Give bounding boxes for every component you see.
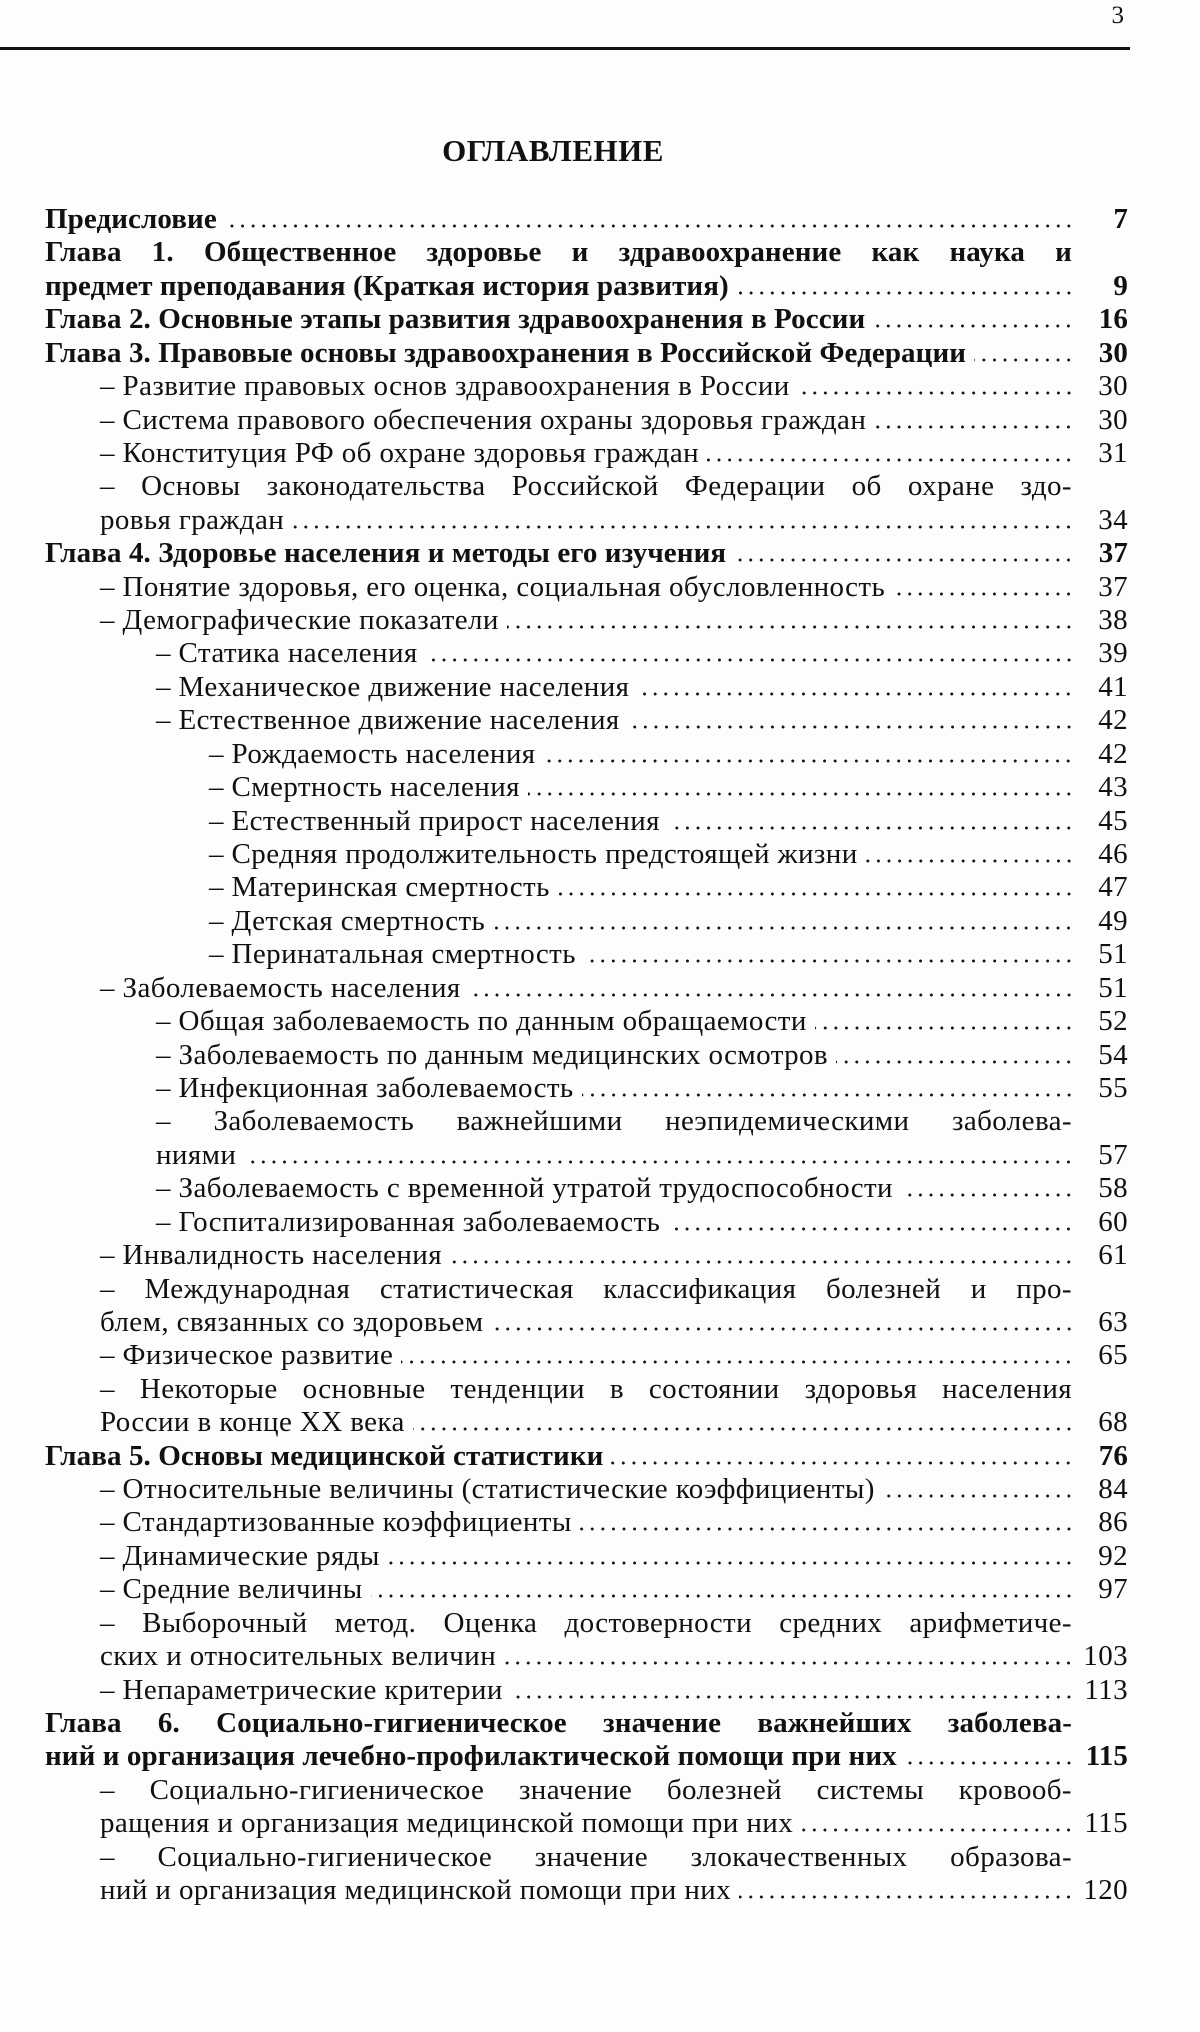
toc-line-text: – Госпитализированная заболеваемость (156, 1205, 661, 1238)
toc-line (45, 905, 1128, 938)
toc-section (45, 1506, 1128, 1539)
toc-line (45, 1239, 1128, 1272)
dot-leader (637, 692, 1074, 696)
toc-subentries (45, 1473, 1128, 1707)
toc-chapter (45, 1707, 1128, 1908)
toc-line-text: – Инфекционная заболеваемость (156, 1071, 574, 1104)
toc-chapter (45, 537, 1128, 1439)
toc-line-text: – Инвалидность населения (100, 1239, 442, 1272)
toc-chapter (45, 303, 1128, 336)
dot-leader (504, 1661, 1074, 1665)
toc-line (45, 203, 1128, 236)
dot-leader (543, 759, 1074, 763)
toc-page-number: 60 (1098, 1205, 1128, 1238)
toc-subsection (45, 1005, 1128, 1038)
toc-line-text: Предисловие (45, 203, 217, 235)
toc-line (45, 938, 1128, 971)
dot-leader (388, 1561, 1074, 1565)
toc-line (45, 604, 1128, 637)
toc-page-number: 16 (1098, 303, 1128, 336)
toc-line-text: – Развитие правовых основ здравоохранения в России (100, 370, 790, 403)
toc-page-number: 86 (1098, 1506, 1128, 1539)
toc-line-text: – Средняя продолжительность предстоящей жизни (209, 838, 858, 871)
dot-leader (901, 1193, 1074, 1197)
toc-line-text: предмет преподавания (Краткая история развития) (45, 269, 729, 302)
toc-section (45, 1239, 1128, 1272)
dot-leader (580, 1527, 1074, 1531)
toc-page-number: 92 (1098, 1539, 1128, 1572)
toc-subsubsection (45, 805, 1128, 838)
toc-page-number: 41 (1098, 670, 1128, 703)
toc-line (45, 470, 1128, 503)
toc-line (45, 671, 1128, 704)
dot-leader (798, 391, 1074, 395)
toc-line-text: Глава 3. Правовые основы здравоохранения в Российской Федерации (45, 336, 967, 369)
toc-line (45, 1506, 1128, 1539)
toc-line-text: – Конституция РФ об охране здоровья граждан (100, 436, 700, 469)
toc-page-number: 45 (1098, 804, 1128, 837)
toc-section (45, 370, 1128, 403)
toc-subentries (45, 1005, 1128, 1239)
toc-line-text: – Заболеваемость населения (100, 971, 461, 1004)
toc-line-text: – Материнская смертность (209, 871, 550, 904)
dot-leader (815, 1026, 1074, 1030)
toc-chapter (45, 236, 1128, 303)
toc-line-text: – Понятие здоровья, его оценка, социальная обусловленность (100, 570, 886, 603)
toc-line-text: блем, связанных со здоровьем (100, 1305, 484, 1338)
toc-page-number: 61 (1098, 1239, 1128, 1272)
toc-line (45, 704, 1128, 737)
toc-subsection (45, 1072, 1128, 1105)
toc-line (45, 437, 1128, 470)
toc-subsection (45, 671, 1128, 704)
toc-line-text: ний и организация медицинской помощи при них (100, 1874, 732, 1907)
dot-leader (582, 1093, 1074, 1097)
toc-page-number: 51 (1098, 938, 1128, 971)
toc-line (45, 1640, 1128, 1673)
toc-line-text: – Некоторые основные тенденции в состоянии здоровья населения (100, 1372, 1072, 1405)
toc-section (45, 604, 1128, 972)
dot-leader (801, 1828, 1074, 1832)
dot-leader (893, 592, 1074, 596)
toc-page-number: 55 (1098, 1071, 1128, 1104)
toc-title: ОГЛАВЛЕНИЕ (442, 133, 664, 168)
toc-line (45, 805, 1128, 838)
toc-page-number: 31 (1098, 436, 1128, 469)
toc-subentries (45, 1774, 1128, 1908)
page-number: 3 (1111, 2, 1124, 29)
toc-line-text: – Перинатальная смертность (209, 938, 576, 971)
toc-page-number: 63 (1098, 1305, 1128, 1338)
dot-leader (225, 224, 1074, 228)
dot-leader (507, 625, 1074, 629)
toc-page-number: 30 (1098, 370, 1128, 403)
dot-leader (413, 1427, 1074, 1431)
toc-page-number: 43 (1098, 771, 1128, 804)
toc-page-number: 115 (1085, 1740, 1128, 1773)
dot-leader (426, 658, 1074, 662)
toc-line (45, 1072, 1128, 1105)
toc-line (45, 1172, 1128, 1205)
toc-page-number: 7 (1113, 203, 1128, 235)
toc-page-number: 42 (1098, 737, 1128, 770)
toc-line-text: ний и организация лечебно-профилактической помощи при них (45, 1740, 897, 1773)
toc-line (45, 404, 1128, 437)
dot-leader (883, 1494, 1074, 1498)
dot-leader (493, 926, 1074, 930)
toc-chapter (45, 337, 1128, 538)
dot-leader (244, 1160, 1074, 1164)
toc-line (45, 1339, 1128, 1372)
toc-subsection (45, 1172, 1128, 1205)
toc-subsection (45, 1105, 1128, 1172)
toc-section (45, 1774, 1128, 1841)
toc-line (45, 1740, 1128, 1773)
toc-line-text: – Средние величины (100, 1573, 363, 1606)
toc-page-number: 54 (1098, 1038, 1128, 1071)
dot-leader (905, 1761, 1074, 1765)
toc-page-number: 76 (1098, 1439, 1128, 1472)
toc-line-text: – Детская смертность (209, 904, 486, 937)
toc-page-number: 34 (1098, 503, 1128, 536)
toc-line-text: Глава 5. Основы медицинской статистики (45, 1439, 604, 1472)
toc-line (45, 1607, 1128, 1640)
toc-page-number: 68 (1098, 1406, 1128, 1439)
toc-line (45, 236, 1128, 269)
toc-line (45, 571, 1128, 604)
toc-line (45, 1139, 1128, 1172)
dot-leader (836, 1060, 1074, 1064)
toc-page-number: 49 (1098, 904, 1128, 937)
toc-line (45, 1774, 1128, 1807)
toc-page-number: 47 (1098, 871, 1128, 904)
toc-line-text: Глава 6. Социально-гигиеническое значение важнейших заболева- (45, 1706, 1072, 1739)
dot-leader (584, 959, 1074, 963)
toc-line-text: – Относительные величины (статистические коэффициенты) (100, 1473, 875, 1506)
toc-line-text: – Выборочный метод. Оценка достоверности средних арифметиче- (100, 1606, 1072, 1639)
toc-section (45, 470, 1128, 537)
toc-page-number: 113 (1084, 1673, 1128, 1706)
toc-line (45, 504, 1128, 537)
dot-leader (371, 1594, 1074, 1598)
toc-line (45, 1406, 1128, 1439)
toc-line-text: – Смертность населения (209, 771, 520, 804)
toc-page-number: 37 (1098, 570, 1128, 603)
toc-page-number: 30 (1098, 336, 1128, 369)
dot-leader (401, 1360, 1074, 1364)
toc-line (45, 1573, 1128, 1606)
toc-line-text: – Заболеваемость важнейшими неэпидемическими заболева- (156, 1105, 1072, 1138)
toc-line-text: – Статика населения (156, 637, 418, 670)
toc-line (45, 1841, 1128, 1874)
toc-line (45, 637, 1128, 670)
toc-line-text: ниями (156, 1138, 237, 1171)
toc-page-number: 46 (1098, 838, 1128, 871)
toc-section (45, 404, 1128, 437)
dot-leader (668, 1227, 1074, 1231)
toc-subentries (45, 738, 1128, 972)
toc-section (45, 571, 1128, 604)
toc-line (45, 838, 1128, 871)
toc-subsection (45, 704, 1128, 971)
dot-leader (866, 859, 1074, 863)
dot-leader (450, 1260, 1074, 1264)
dot-leader (628, 725, 1074, 729)
toc-section (45, 1473, 1128, 1506)
dot-leader (874, 425, 1074, 429)
toc-line (45, 871, 1128, 904)
toc-line (45, 1105, 1128, 1138)
toc-line-text: – Естественный прирост населения (209, 804, 660, 837)
toc-section (45, 1273, 1128, 1340)
toc-line (45, 1206, 1128, 1239)
toc-subsubsection (45, 738, 1128, 771)
toc-subsubsection (45, 771, 1128, 804)
toc-line (45, 337, 1128, 370)
toc-line-text: – Стандартизованные коэффициенты (100, 1506, 572, 1539)
toc-line-text: – Механическое движение населения (156, 670, 630, 703)
toc-page-number: 65 (1098, 1339, 1128, 1372)
toc-page-number: 97 (1098, 1573, 1128, 1606)
toc-line-text: Глава 2. Основные этапы развития здравоохранения в России (45, 303, 866, 336)
toc-subentries (45, 571, 1128, 1440)
table-of-contents (45, 203, 1128, 1908)
toc-section (45, 437, 1128, 470)
toc-page-number: 115 (1084, 1807, 1128, 1840)
toc-line-text: – Социально-гигиеническое значение болезней системы кровооб- (100, 1773, 1072, 1806)
toc-page-number: 120 (1083, 1874, 1128, 1907)
toc-line-text: – Демографические показатели (100, 604, 499, 637)
toc-subsubsection (45, 905, 1128, 938)
dot-leader (707, 458, 1074, 462)
toc-line (45, 537, 1128, 570)
dot-leader (292, 525, 1074, 529)
toc-line-text: – Заболеваемость с временной утратой трудоспособности (156, 1172, 893, 1205)
toc-line (45, 771, 1128, 804)
toc-section (45, 1540, 1128, 1573)
dot-leader (511, 1695, 1074, 1699)
toc-line-text: России в конце XX века (100, 1406, 405, 1439)
toc-line (45, 1440, 1128, 1473)
toc-page-number: 58 (1098, 1172, 1128, 1205)
toc-chapter (45, 203, 1128, 236)
toc-line-text: – Система правового обеспечения охраны здоровья граждан (100, 403, 867, 436)
toc-subsubsection (45, 938, 1128, 971)
toc-line (45, 1874, 1128, 1907)
dot-leader (469, 993, 1074, 997)
toc-section (45, 1674, 1128, 1707)
toc-line (45, 270, 1128, 303)
dot-leader (558, 892, 1074, 896)
toc-section (45, 1339, 1128, 1372)
toc-line-text: – Физическое развитие (100, 1339, 394, 1372)
toc-subentries (45, 637, 1128, 971)
toc-section (45, 972, 1128, 1239)
toc-line-text: ровья граждан (100, 503, 285, 536)
toc-line-text: – Заболеваемость по данным медицинских осмотров (156, 1038, 829, 1071)
dot-leader (528, 792, 1074, 796)
toc-page-number: 42 (1098, 704, 1128, 737)
toc-line-text: – Рождаемость населения (209, 737, 536, 770)
dot-leader (611, 1461, 1074, 1465)
toc-line (45, 370, 1128, 403)
toc-line-text: – Основы законодательства Российской Федерации об охране здо- (100, 470, 1072, 503)
dot-leader (734, 558, 1074, 562)
toc-line-text: Глава 1. Общественное здоровье и здравоохранение как наука и (45, 236, 1072, 269)
toc-line (45, 1707, 1128, 1740)
toc-line (45, 738, 1128, 771)
toc-page-number: 39 (1098, 637, 1128, 670)
header-rule (0, 47, 1130, 50)
toc-subsection (45, 637, 1128, 670)
toc-line (45, 1005, 1128, 1038)
toc-line-text: ских и относительных величин (100, 1640, 497, 1673)
toc-line (45, 1273, 1128, 1306)
toc-section (45, 1841, 1128, 1908)
toc-subsection (45, 1039, 1128, 1072)
toc-page-number: 30 (1098, 403, 1128, 436)
toc-page-number: 9 (1113, 269, 1128, 302)
toc-subsection (45, 1206, 1128, 1239)
toc-section (45, 1573, 1128, 1606)
toc-line (45, 1807, 1128, 1840)
toc-line-text: – Естественное движение населения (156, 704, 620, 737)
toc-section (45, 1373, 1128, 1440)
toc-line (45, 1039, 1128, 1072)
toc-line (45, 1674, 1128, 1707)
toc-subsubsection (45, 838, 1128, 871)
toc-subentries (45, 370, 1128, 537)
toc-page-number: 51 (1098, 971, 1128, 1004)
dot-leader (739, 1895, 1074, 1899)
toc-line-text: – Общая заболеваемость по данным обращаемости (156, 1005, 807, 1038)
toc-subsubsection (45, 871, 1128, 904)
toc-line (45, 972, 1128, 1005)
toc-line-text: – Международная статистическая классификация болезней и про- (100, 1272, 1072, 1305)
toc-page-number: 38 (1098, 604, 1128, 637)
toc-chapter (45, 1440, 1128, 1707)
toc-page-number: 84 (1098, 1473, 1128, 1506)
toc-section (45, 1607, 1128, 1674)
toc-line-text: – Непараметрические критерии (100, 1673, 503, 1706)
toc-line-text: – Социально-гигиеническое значение злокачественных образова- (100, 1840, 1072, 1873)
dot-leader (492, 1327, 1075, 1331)
toc-line-text: Глава 4. Здоровье населения и методы его изучения (45, 537, 727, 570)
toc-line (45, 1540, 1128, 1573)
dot-leader (873, 324, 1074, 328)
toc-line (45, 1473, 1128, 1506)
toc-page-number: 103 (1083, 1640, 1128, 1673)
toc-line-text: ращения и организация медицинской помощи при них (100, 1807, 794, 1840)
toc-line-text: – Динамические ряды (100, 1539, 380, 1572)
toc-page-number: 57 (1098, 1138, 1128, 1171)
dot-leader (668, 826, 1074, 830)
toc-line (45, 1373, 1128, 1406)
toc-page-number: 52 (1098, 1005, 1128, 1038)
toc-line (45, 1306, 1128, 1339)
dot-leader (974, 358, 1074, 362)
toc-line (45, 303, 1128, 336)
dot-leader (737, 291, 1074, 295)
toc-page-number: 37 (1098, 537, 1128, 570)
